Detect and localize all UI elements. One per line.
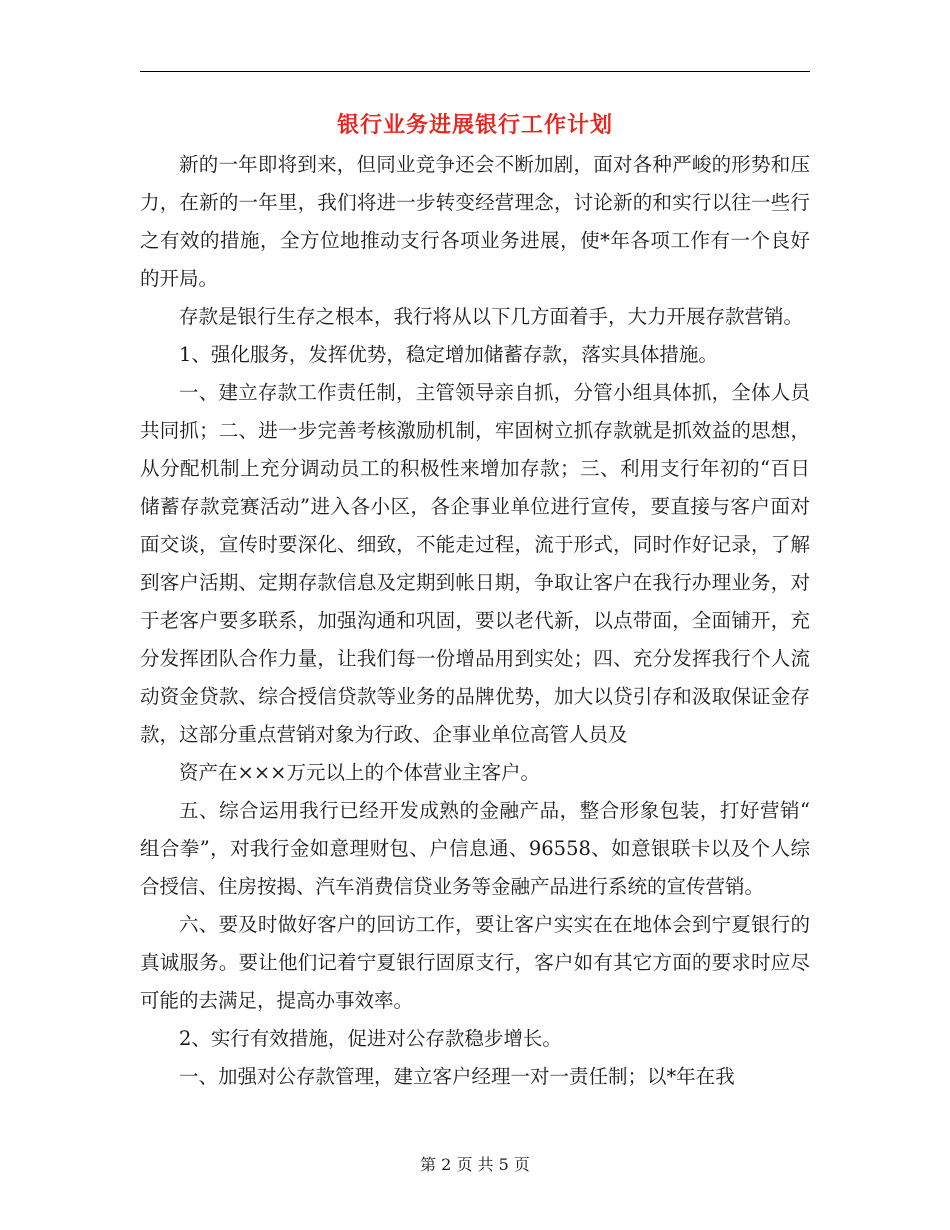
paragraph-section-1-heading: 1、强化服务，发挥优势，稳定增加储蓄存款，落实具体措施。	[179, 343, 718, 366]
paragraph-section-2-measure-1: 一、加强对公存款管理，建立客户经理一对一责任制；以*年在我	[179, 1065, 735, 1088]
paragraph-deposit-foundation: 存款是银行生存之根本，我行将从以下几方面着手，大力开展存款营销。	[179, 305, 804, 328]
paragraph-measure-5: 五、综合运用我行已经开发成熟的金融产品，整合形象包装，打好营销“组合拳”，对我行金如意理财包、户信息通、96558、如意银联卡以及个人综合授信、住房按揭、汽车消费信贷业务等金融产品进行系统的宣传营销。	[140, 799, 810, 898]
paragraph-asset-clients: 资产在×××万元以上的个体营业主客户。	[179, 761, 541, 784]
header-rule	[140, 71, 810, 72]
paragraph-measure-6: 六、要及时做好客户的回访工作，要让客户实实在在地体会到宁夏银行的真诚服务。要让他们记着宁夏银行固原支行，客户如有其它方面的要求时应尽可能的去满足，提高办事效率。	[140, 913, 810, 1012]
page-number: 第 2 页 共 5 页	[420, 1155, 530, 1174]
paragraph-intro: 新的一年即将到来，但同业竞争还会不断加剧，面对各种严峻的形势和压力，在新的一年里，我们将进一步转变经营理念，讨论新的和实行以往一些行之有效的措施，全方位地推动支行各项业务进展，使*年各项工作有一个良好的开局。	[140, 153, 810, 290]
document-title: 银行业务进展银行工作计划	[336, 112, 613, 138]
document-body	[140, 146, 810, 1096]
paragraph-section-2-heading: 2、实行有效措施，促进对公存款稳步增长。	[179, 1027, 562, 1050]
paragraph-measures-1-4: 一、建立存款工作责任制，主管领导亲自抓，分管小组具体抓，全体人员共同抓；二、进一步完善考核激励机制，牢固树立抓存款就是抓效益的思想，从分配机制上充分调动员工的积极性来增加存款；三、利用支行年初的“百日储蓄存款竞赛活动”进入各小区，各企事业单位进行宣传，要直接与客户面对面交谈，宣传时要深化、细致，不能走过程，流于形式，同时作好记录，了解到客户活期、定期存款信息及定期到帐日期，争取让客户在我行办理业务，对于老客户要多联系，加强沟通和巩固，要以老代新，以点带面，全面铺开，充分发挥团队合作力量，让我们每一份增品用到实处；四、充分发挥我行个人流动资金贷款、综合授信贷款等业务的品牌优势，加大以贷引存和汲取保证金存款，这部分重点营销对象为行政、企事业单位高管人员及	[140, 381, 810, 746]
